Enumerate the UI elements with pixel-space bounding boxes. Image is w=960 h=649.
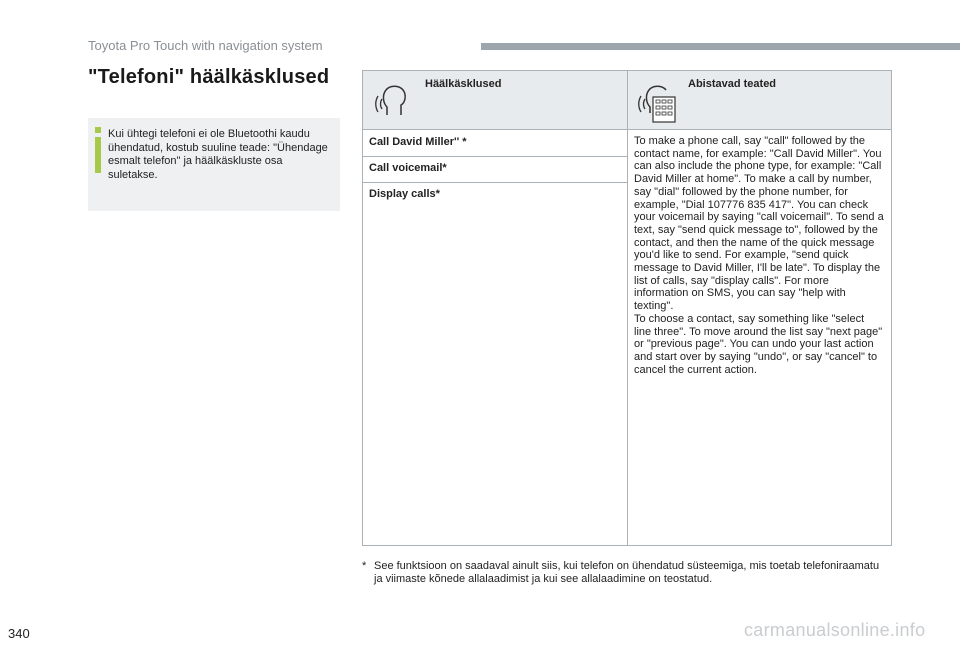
voice-commands-table [362, 70, 892, 546]
footnote-text: See funktsioon on saadaval ainult siis, kui telefon on ühendatud süsteemiga, mis toetab telefoniraamatu ja viimaste kõnede allalaadimist ja kui see allalaadimine on teostatud. [374, 560, 880, 585]
header-title: Toyota Pro Touch with navigation system [88, 38, 323, 53]
info-box [88, 118, 340, 211]
info-text: Kui ühtegi telefoni ei ole Bluetoothi kaudu ühendatud, kostub suuline teade: "Ühendage esmalt telefon" ja häälkäskluste osa suletakse. [108, 128, 328, 181]
command-call-contact: Call David Miller'' * [369, 136, 467, 148]
col-header-voice-commands: Häälkäsklused [425, 78, 502, 90]
command-call-voicemail: Call voicemail* [369, 162, 447, 174]
footnote-star: * [362, 560, 367, 572]
row-divider [363, 182, 627, 183]
header-bar [481, 43, 960, 50]
watermark: carmanualsonline.info [744, 620, 926, 640]
voice-command-icon [373, 83, 409, 121]
column-divider [627, 71, 628, 545]
command-display-calls: Display calls* [369, 188, 440, 200]
voice-prompt-keypad-icon [636, 83, 676, 123]
prompt-text: To make a phone call, say "call" followed by the contact name, for example: "Call David Miller". You can also include the phone type, for example: "Call David Miller at home". To make a call by number, say "dial" followed by the phone number, for example, "Dial 107776 835 417". You can check your voicemail by saying "call voicemail". To send a text, say "send quick message to", followed by the contact, and then the name of the quick message you'd like to send. For example, "send quick message to David Miller, I'll be late". To display the list of calls, say "display calls". For more information on SMS, you can say "help with texting". To choose a contact, say something like "select line three". To move around the list say "next page" or "previous page". You can undo your last action and start over by saying "undo", or say "cancel" to cancel the current action. [634, 135, 884, 376]
page-heading: "Telefoni" häälkäsklused [88, 66, 330, 88]
row-divider [363, 156, 627, 157]
col-header-prompts: Abistavad teated [688, 78, 777, 90]
info-icon [94, 127, 104, 173]
page-number: 340 [8, 626, 30, 641]
